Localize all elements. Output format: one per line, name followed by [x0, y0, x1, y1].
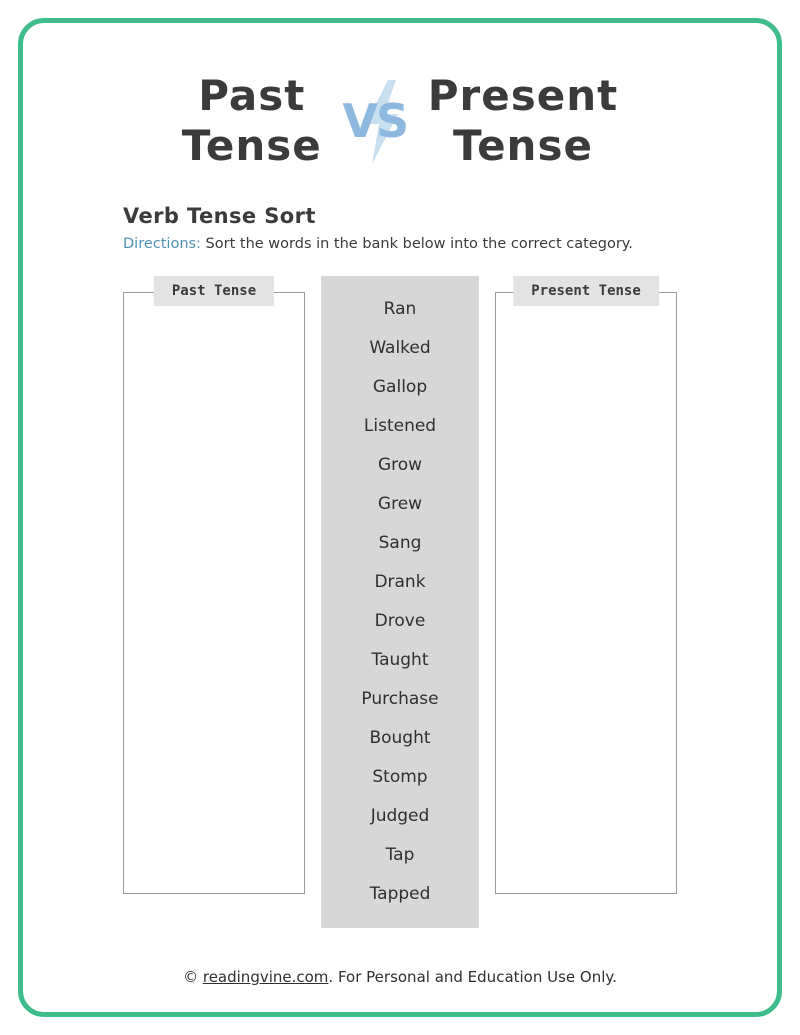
word-bank-item[interactable]: Walked [369, 338, 431, 359]
worksheet-title [23, 23, 777, 170]
word-bank-item[interactable]: Bought [369, 728, 431, 749]
word-bank-item[interactable]: Purchase [361, 689, 439, 710]
word-bank-item[interactable]: Drove [374, 611, 426, 632]
worksheet-border [18, 18, 782, 1017]
sort-columns [23, 276, 777, 928]
versus-badge [332, 78, 418, 164]
directions [123, 236, 777, 252]
word-bank-item[interactable]: Tapped [369, 884, 431, 905]
word-bank-item[interactable]: Stomp [372, 767, 428, 788]
word-bank-item[interactable]: Drank [374, 572, 426, 593]
word-bank-item[interactable]: Judged [370, 806, 430, 827]
present-tense-column [495, 276, 677, 894]
word-bank-item[interactable]: Grew [377, 494, 423, 515]
title-left [182, 71, 322, 170]
word-bank-item[interactable]: Grow [377, 455, 423, 476]
word-bank-item[interactable]: Sang [378, 533, 422, 554]
footer [23, 968, 777, 986]
past-tense-header: Past Tense [154, 276, 274, 306]
present-tense-answer-box[interactable] [495, 292, 677, 894]
word-bank-item[interactable]: Tap [385, 845, 415, 866]
title-right-line2: Tense [453, 120, 593, 170]
word-bank-item[interactable]: Listened [363, 416, 437, 437]
footer-suffix: . For Personal and Education Use Only. [328, 968, 617, 986]
title-right [428, 71, 618, 170]
title-left-line2: Tense [181, 120, 322, 170]
past-tense-answer-box[interactable] [123, 292, 305, 894]
directions-label: Directions: [123, 236, 201, 253]
word-bank-item[interactable]: Gallop [372, 377, 428, 398]
footer-prefix: © [183, 968, 203, 986]
directions-text: Sort the words in the bank below into the correct category. [200, 236, 633, 253]
word-bank [321, 276, 479, 928]
section-heading: Verb Tense Sort [123, 204, 316, 229]
word-bank-item[interactable]: Ran [383, 299, 417, 320]
word-bank-item[interactable]: Taught [371, 650, 429, 671]
present-tense-header: Present Tense [513, 276, 659, 306]
past-tense-column [123, 276, 305, 894]
title-right-line1: Present [427, 71, 619, 120]
versus-label: VS [342, 93, 408, 148]
title-left-line1: Past [198, 71, 306, 120]
footer-link[interactable]: readingvine.com [202, 968, 329, 986]
instructions-section [23, 204, 777, 252]
